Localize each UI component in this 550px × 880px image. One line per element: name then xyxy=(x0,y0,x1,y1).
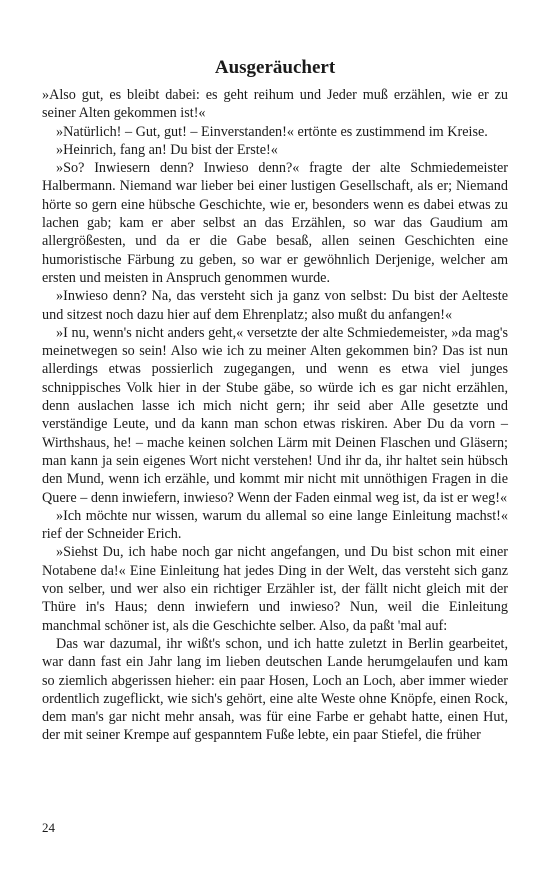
page-number: 24 xyxy=(42,820,55,835)
chapter-title: Ausgeräuchert xyxy=(214,57,336,78)
paragraph-8: »Siehst Du, ich habe noch gar nicht angefangen, und Du bist schon mit einer Notabene da!« Eine Einleitung hat jedes Ding in der Welt, das versteht sich ganz von selber, und wer also ein richtiger Erzähler ist, der fällt nicht gleich mit der Thüre in's Haus; denn inwiefern und inwieso? Nun, weil die Einleitung manchmal schöner ist, als die Geschichte selber. Also, da paßt 'mal auf: xyxy=(42,544,508,634)
paragraph-7: »Ich möchte nur wissen, warum du allemal so eine lange Einleitung machst!« rief der Schneider Erich. xyxy=(42,507,508,543)
paragraph-4: »So? Inwiesern denn? Inwieso denn?« fragte der alte Schmiedemeister Halbermann. Niemand war lieber bei einer lustigen Gesellschaft, als er; Niemand hörte so gern eine hübsche Geschichte, wie er, besonders wenn es dabei etwas zu lachen gab; kam er aber selbst an das Erzählen, so war das Gaudium am allergrößesten, und da er die Gabe besaß, allen seinen Geschichten eine humoristische Färbung zu geben, so war er gewöhnlich Derjenige, welcher am ersten und meisten in Anspruch genommen wurde. xyxy=(42,160,508,286)
paragraph-2: »Natürlich! – Gut, gut! – Einverstanden!« ertönte es zustimmend im Kreise. xyxy=(56,123,488,140)
paragraph-9: Das war dazumal, ihr wißt's schon, und ich hatte zuletzt in Berlin gearbeitet, war dann fast ein Jahr lang im lieben deutschen Lande herumgelaufen und kam so ziemlich abgerissen hieher: ein paar Hosen, Loch an Loch, aber immer wieder ordentlich zugeflickt, wie sich's gehört, eine alte Weste ohne Knöpfe, einen Rock, dem man's gar nicht mehr ansah, was für eine Farbe er gehabt hatte, einen Hut, der mit seiner Krempe auf gespanntem Fuße lebte, ein paar Stiefel, die früher xyxy=(42,635,508,744)
paragraph-5: »Inwieso denn? Na, das versteht sich ja ganz von selbst: Du bist der Aelteste und sitzest noch dazu hier auf dem Ehrenplatz; also mußt du anfangen!« xyxy=(42,288,508,323)
page-body xyxy=(42,56,508,745)
paragraph-1: »Also gut, es bleibt dabei: es geht reihum und Jeder muß erzählen, wie er zu seiner Alten gekommen ist!« xyxy=(42,87,508,122)
paragraph-3: »Heinrich, fang an! Du bist der Erste!« xyxy=(56,141,278,158)
paragraph-6: »I nu, wenn's nicht anders geht,« versetzte der alte Schmiedemeister, »da mag's meinetwegen so sein! Also wie ich zu meiner Alten gekommen bin? Das ist nun allerdings etwas possierlich zugegangen, und wenn es etwa viel junges schnippisches Volk hier in der Stube gäbe, so würde ich es gar nicht erzählen, denn auslachen lasse ich mich nicht gern; ihr seid aber Alle gesetzte und verständige Leute, und da kann man schon etwas riskiren. Aber Du da vorn – Wirthshaus, he! – mache keinen solchen Lärm mit Deinen Flaschen und Gläsern; man kann ja sein eigenes Wort nicht verstehen! Und ihr da, ihr haltet sein hübsch den Mund, wenn ich erzähle, und kommt mir nicht mit unnöthigen Fragen in die Quere – denn inwiefern, inwieso? Wenn der Faden einmal weg ist, da ist er weg!« xyxy=(42,324,508,506)
